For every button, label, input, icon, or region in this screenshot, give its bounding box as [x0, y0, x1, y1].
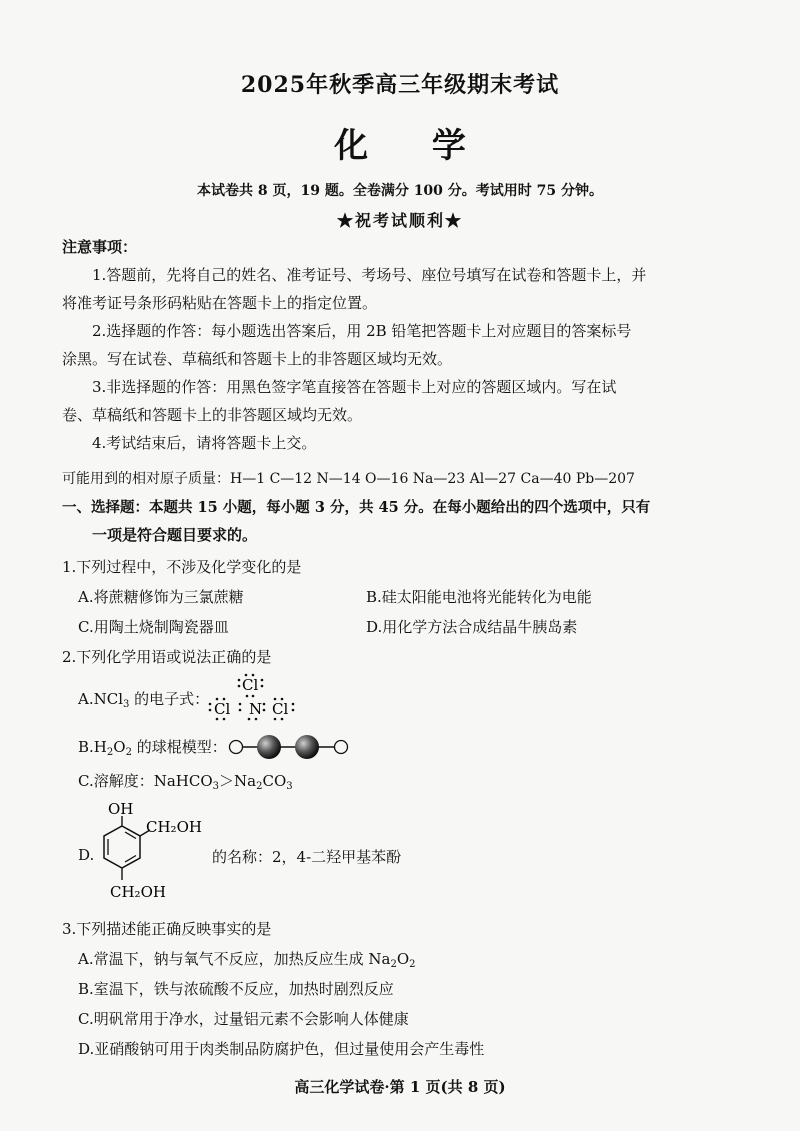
- q1-option-c: C.用陶土烧制陶瓷器皿: [78, 618, 229, 636]
- q2-a-text: A.NCl: [78, 690, 123, 708]
- q2-b-text: B.H: [78, 738, 107, 756]
- q2-stem: 2.下列化学用语或说法正确的是: [62, 648, 272, 666]
- section-heading: 一、选择题：本题共 15 小题，每小题 3 分，共 45 分。在每小题给出的四个选项中，只有: [62, 499, 651, 516]
- q2-c-sub3: 3: [286, 781, 293, 792]
- q3-option-d: D.亚硝酸钠可用于肉类制品防腐护色，但过量使用会产生毒性: [78, 1040, 485, 1058]
- atomic-masses: 可能用到的相对原子质量：H—1 C—12 N—14 O—16 Na—23 Al—27 Ca—40 Pb—207: [62, 471, 635, 487]
- q2-option-c: [78, 770, 293, 791]
- q2-option-b: [78, 736, 227, 757]
- q2-option-d-label: D.: [78, 846, 95, 864]
- q3-option-c: C.明矾常用于净水，过量铝元素不会影响人体健康: [78, 1010, 409, 1028]
- q3-option-a: [78, 948, 416, 969]
- q2-c-sub2: 2: [256, 781, 263, 792]
- note-line: 4.考试结束后，请将答题卡上交。: [92, 434, 317, 452]
- q2-a-sub: 3: [123, 699, 130, 710]
- cl-atom-right: Cl: [272, 700, 289, 718]
- q2-c-mid: ＞Na: [219, 772, 257, 790]
- notes-heading: 注意事项：: [62, 238, 138, 256]
- h2o2-ball-stick-model: [228, 732, 352, 762]
- q2-b-mid: O: [113, 738, 126, 756]
- q1-stem: 1.下列过程中，不涉及化学变化的是: [62, 558, 302, 576]
- q1-option-d: D.用化学方法合成结晶牛胰岛素: [366, 618, 578, 636]
- q3-a-text: A.常温下，钠与氧气不反应，加热反应生成 Na: [78, 950, 391, 968]
- ch2oh-group-bottom: CH₂OH: [110, 883, 166, 901]
- q1-option-b: B.硅太阳能电池将光能转化为电能: [366, 588, 592, 606]
- q2-b-sub2: 2: [125, 747, 132, 758]
- ncl3-electron-dot-formula: [206, 672, 302, 724]
- q2-option-d-text: 的名称：2，4-二羟甲基苯酚: [212, 848, 402, 866]
- q2-a-text2: 的电子式：: [129, 690, 210, 708]
- ch2oh-group-right: CH₂OH: [146, 818, 202, 836]
- cl-atom-top: Cl: [242, 676, 259, 694]
- q3-stem: 3.下列描述能正确反映事实的是: [62, 920, 272, 938]
- q3-a-sub1: 2: [390, 959, 397, 970]
- exam-subtitle: 2025年秋季高三年级期末考试: [240, 72, 560, 98]
- cl-atom-left: Cl: [214, 700, 231, 718]
- note-line: 将准考证号条形码粘贴在答题卡上的指定位置。: [62, 294, 378, 312]
- page-footer: 高三化学试卷·第 1 页(共 8 页): [294, 1078, 506, 1096]
- note-line: 2.选择题的作答：每小题选出答案后，用 2B 铅笔把答题卡上对应题目的答案标号: [92, 322, 632, 340]
- q2-c-text: C.溶解度：NaHCO: [78, 772, 213, 790]
- q2-c-sub1: 3: [212, 781, 220, 792]
- q3-a-sub2: 2: [409, 959, 416, 970]
- q3-a-mid: O: [396, 950, 410, 968]
- note-line: 涂黑。写在试卷、草稿纸和答题卡上的非答题区域均无效。: [62, 350, 453, 368]
- note-line: 卷、草稿纸和答题卡上的非答题区域均无效。: [62, 406, 363, 424]
- good-luck-banner: ★祝考试顺利★: [336, 211, 463, 230]
- oh-group: OH: [108, 800, 134, 818]
- q2-b-text2: 的球棍模型：: [131, 738, 227, 756]
- q2-option-a: [78, 688, 209, 709]
- q1-option-a: A.将蔗糖修饰为三氯蔗糖: [78, 588, 244, 606]
- n-atom: N: [249, 700, 263, 718]
- q3-option-b: B.室温下，铁与浓硫酸不反应，加热时剧烈反应: [78, 980, 394, 998]
- q2-b-sub1: 2: [106, 747, 114, 758]
- note-line: 3.非选择题的作答：用黑色签字笔直接答在答题卡上对应的答题区域内。写在试: [92, 378, 617, 396]
- subject-title: 化 学: [334, 126, 492, 166]
- q2-c-mid2: CO: [262, 772, 287, 790]
- section-heading-cont: 一项是符合题目要求的。: [92, 526, 258, 544]
- benzene-structure: [94, 800, 214, 910]
- exam-info: 本试卷共 8 页，19 题。全卷满分 100 分。考试用时 75 分钟。: [196, 183, 604, 199]
- note-line: 1.答题前，先将自己的姓名、准考证号、考场号、座位号填写在试卷和答题卡上，并: [92, 266, 647, 284]
